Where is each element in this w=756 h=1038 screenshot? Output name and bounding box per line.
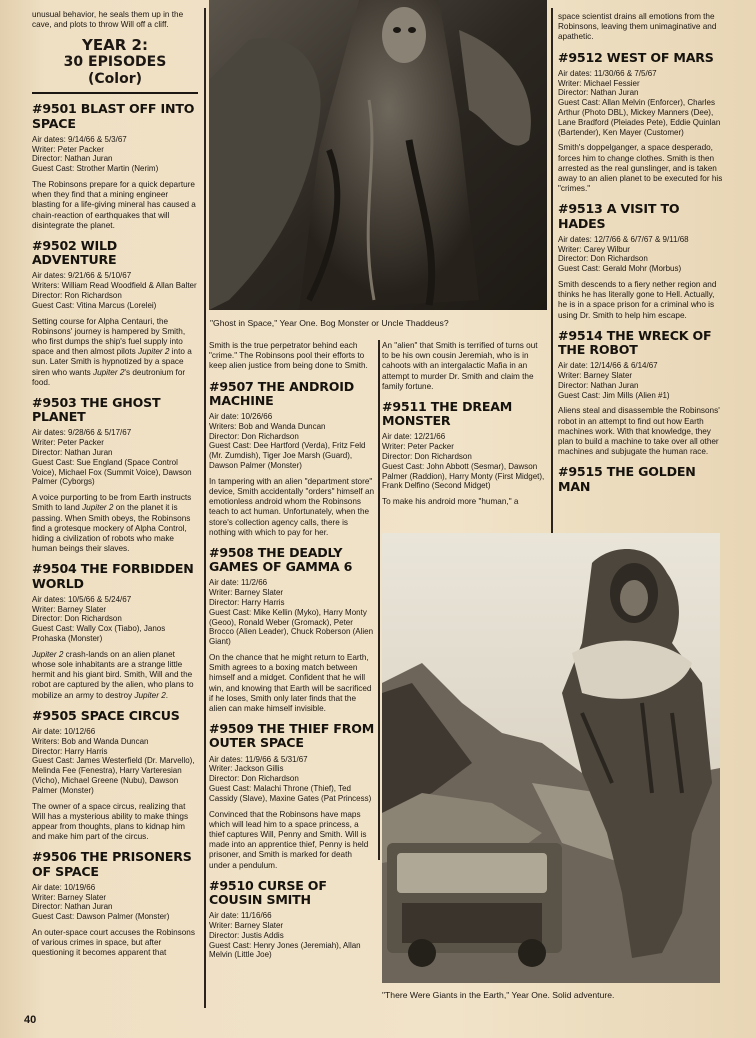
- air-date: Air date: 10/26/66: [209, 412, 273, 422]
- episode-credits: [209, 911, 375, 960]
- episode-title: #9511 THE DREAM MONSTER: [382, 399, 513, 429]
- year-episodes: 30 EPISODES: [63, 54, 167, 71]
- summary: Setting course for Alpha Centauri, the Robinsons' journey is hampered by Smith, who first dumps the ship's fuel supply into space and then almost pilots Jupiter 2 into a sun. Later Smith is hypnotized by a space siren who wants Jupiter 2's deutronium for food.: [32, 316, 192, 387]
- year-divider: [32, 92, 198, 94]
- director: Director: Nathan Juran: [32, 448, 113, 458]
- episode-title: #9508 THE DEADLY GAMES OF GAMMA 6: [209, 545, 353, 575]
- episode-credits: [382, 432, 546, 491]
- director: Director: Don Richardson: [209, 431, 299, 441]
- episode-9507: [209, 380, 375, 538]
- episode-title: #9510 CURSE OF COUSIN SMITH: [209, 877, 327, 908]
- air-date: Air dates: 9/14/66 & 5/3/67: [32, 134, 127, 144]
- director: Director: Nathan Juran: [558, 380, 639, 390]
- guest-cast: Guest Cast: Dee Hartford (Verda), Fritz Feld (Mr. Zumdish), Tiger Joe Marsh (Guard), Dawson Palmer (Monster): [209, 441, 366, 470]
- writer: Writer: Carey Wilbur: [558, 244, 630, 254]
- guest-cast: Guest Cast: Malachi Throne (Thief), Ted Cassidy (Slave), Maxine Gates (Pat Princess): [209, 784, 372, 803]
- year-heading: YEAR 2:: [82, 36, 148, 55]
- episode-title: #9502 WILD ADVENTURE: [32, 238, 118, 268]
- episode-9509: [209, 722, 375, 871]
- guest-cast: Guest Cast: Sue England (Space Control Voice), Michael Fox (Summit Voice), Dawson Palmer (Cyborgs): [32, 457, 192, 487]
- photo-bog-monster: [209, 0, 547, 310]
- writer: Writer: Barney Slater: [32, 892, 107, 902]
- air-date: Air dates: 9/21/66 & 5/10/67: [32, 271, 132, 281]
- guest-cast: Guest Cast: Henry Jones (Jeremiah), Allan Melvin (Little Joe): [209, 940, 361, 960]
- director: Director: Don Richardson: [382, 452, 472, 462]
- guest-cast: Guest Cast: Strother Martin (Nerim): [32, 164, 159, 174]
- writer: Writer: Barney Slater: [209, 588, 284, 598]
- guest-cast: Guest Cast: Wally Cox (Tiabo), Janos Prohaska (Monster): [32, 624, 166, 644]
- writer: Writer: Jackson Gillis: [209, 764, 284, 774]
- episode-9515: [558, 465, 724, 493]
- summary: In tampering with an alien "department store" device, Smith accidentally "orders" himself an emotionless android whom the Robinsons teach to act human. Unfortunately, when the store's collection agency calls, there is nothing with which to pay for her.: [209, 476, 375, 537]
- summary: Aliens steal and disassemble the Robinsons' robot in an attempt to find out how Earth machines work. With that knowledge, they plan to build a machine to take over all other machines and subjugate the human race.: [558, 406, 720, 457]
- episode-9512: [558, 51, 724, 195]
- summary: Smith descends to a fiery nether region and thinks he has literally gone to Hell. Actually, he is in a space prison for a criminal who is using Dr. Smith to help him escape.: [558, 280, 717, 320]
- writer: Writer: Barney Slater: [32, 604, 107, 614]
- episode-title: #9507 THE ANDROID MACHINE: [209, 378, 354, 408]
- air-date: Air dates: 12/7/66 & 6/7/67 & 9/11/68: [558, 234, 689, 244]
- episode-9506: [32, 850, 198, 958]
- column-3: [382, 341, 546, 526]
- episode-credits: [209, 755, 375, 804]
- giant-illustration: [382, 533, 720, 983]
- photo-giant: [382, 533, 720, 983]
- air-date: Air dates: 9/28/66 & 5/17/67: [32, 428, 132, 438]
- guest-cast: Guest Cast: Allan Melvin (Enforcer), Charles Arthur (Photo DBL), Mickey Manners (Dee), Lane Bradford (Pleiades Pete), Eddie Quinlan (Bartender), Ken Mayer (Customer): [558, 98, 721, 137]
- episode-title: #9505 SPACE CIRCUS: [32, 707, 180, 723]
- column-rule-2: [378, 340, 380, 860]
- writer: Writer: Barney Slater: [209, 921, 284, 931]
- episode-credits: [558, 235, 724, 274]
- writer: Writer: Peter Packer: [32, 144, 104, 154]
- continued-prisoners: Smith is the true perpetrator behind each "crime." The Robinsons pool their efforts to keep alien justice from being done to Smith.: [209, 341, 368, 371]
- summary: To make his android more "human," a: [382, 497, 519, 507]
- photo-caption-bottom: "There Were Giants in the Earth," Year One. Solid adventure.: [382, 990, 615, 1000]
- column-4: [558, 12, 724, 527]
- guest-cast: Guest Cast: James Westerfield (Dr. Marvello), Melinda Fee (Fenestra), Harry Varteresian (Vicho), Michael Greene (Nubu), Dawson Palmer (Monster): [32, 756, 195, 795]
- summary: Jupiter 2 crash-lands on an alien planet whose sole inhabitants are a strange little hermit and his giant bird. Smith, Will and the robot are captured by the alien, who plans to mobilize an army to destroy Jupiter 2.: [32, 649, 194, 700]
- episode-9508: [209, 546, 375, 714]
- episode-credits: [558, 69, 724, 138]
- episode-9513: [558, 202, 724, 320]
- column-1: [32, 10, 198, 1015]
- director: Director: Justis Addis: [209, 930, 284, 940]
- air-date: Air date: 10/19/66: [32, 882, 96, 892]
- continued-cousin: An "alien" that Smith is terrified of turns out to be his own cousin Jeremiah, who is in cahoots with an intergalactic Mafia in an attempt to murder Dr. Smith and claim the family fortune.: [382, 341, 538, 391]
- intro-text: unusual behavior, he seals them up in the cave, and plots to throw Will off a cliff.: [32, 10, 184, 30]
- episode-credits: [32, 428, 198, 487]
- air-date: Air date: 12/14/66 & 6/14/67: [558, 361, 658, 371]
- episode-credits: [558, 361, 724, 400]
- bog-monster-illustration: [209, 0, 547, 310]
- continued-dream: space scientist drains all emotions from the Robinsons, leaving them unimaginative and apathetic.: [558, 12, 717, 42]
- summary: On the chance that he might return to Earth, Smith agrees to a boxing match between himself and a midget. Confident that he will win, and knowing that Earth will be sacrificed if he loses, Smith only later finds that the alien can make himself invisible.: [209, 653, 372, 714]
- writer: Writer: Peter Packer: [32, 438, 104, 448]
- director: Director: Nathan Juran: [32, 154, 113, 164]
- air-date: Air date: 10/12/66: [32, 727, 96, 737]
- episode-title: #9514 THE WRECK OF THE ROBOT: [558, 327, 712, 358]
- episode-9504: [32, 562, 198, 700]
- column-rule-3: [551, 8, 553, 533]
- summary: The owner of a space circus, realizing that Will has a mysterious ability to make things appear from thoughts, plans to kidnap him and make him part of the circus.: [32, 801, 189, 842]
- guest-cast: Guest Cast: John Abbott (Sesmar), Dawson Palmer (Raddion), Harry Monty (First Midget), Frank Delfino (Second Midget): [382, 461, 545, 491]
- director: Director: Harry Harris: [209, 598, 285, 608]
- episode-credits: [32, 271, 198, 310]
- episode-credits: [32, 727, 198, 796]
- director: Director: Harry Harris: [32, 746, 108, 756]
- episode-credits: [209, 578, 375, 647]
- episode-title: #9513 A VISIT TO HADES: [558, 201, 680, 231]
- director: Director: Don Richardson: [558, 254, 648, 264]
- summary: Convinced that the Robinsons have maps which will lead him to a space princess, a thief captures Will, Penny and Smith. Will is made into an apprentice thief, Penny is held prisoner, and Smith is marked for death under a pendulum.: [209, 809, 369, 870]
- page-number: 40: [24, 1014, 37, 1026]
- air-date: Air dates: 11/9/66 & 5/31/67: [209, 754, 308, 764]
- summary: The Robinsons prepare for a quick departure when they find that a mining engineer blasting for a life-giving mineral has caused a chain-reaction of earthquakes that will disintegrate the planet.: [32, 180, 196, 230]
- air-date: Air date: 11/2/66: [209, 578, 268, 588]
- air-date: Air dates: 10/5/66 & 5/24/67: [32, 594, 132, 604]
- writer: Writers: William Read Woodfield & Allan Balter: [32, 281, 197, 291]
- episode-title: #9506 THE PRISONERS OF SPACE: [32, 849, 192, 879]
- writer: Writer: Michael Fessier: [558, 78, 640, 88]
- air-date: Air date: 11/16/66: [209, 911, 272, 921]
- episode-9514: [558, 329, 724, 458]
- air-date: Air date: 12/21/66: [382, 432, 446, 442]
- photo-caption-top: "Ghost in Space," Year One. Bog Monster or Uncle Thaddeus?: [210, 318, 449, 328]
- episode-title: #9501 BLAST OFF INTO SPACE: [32, 101, 195, 131]
- summary: An outer-space court accuses the Robinsons of various crimes in space, but after questioning it becomes apparent that: [32, 928, 195, 958]
- episode-9502: [32, 239, 198, 388]
- writer: Writer: Barney Slater: [558, 371, 633, 381]
- episode-9501: [32, 102, 198, 231]
- guest-cast: Guest Cast: Gerald Mohr (Morbus): [558, 264, 682, 274]
- column-rule-1: [204, 8, 206, 1008]
- director: Director: Nathan Juran: [558, 88, 639, 98]
- column-2: [209, 341, 375, 1013]
- episode-title: #9503 THE GHOST PLANET: [32, 395, 161, 425]
- director: Director: Ron Richardson: [32, 291, 122, 301]
- guest-cast: Guest Cast: Mike Kellin (Myko), Harry Monty (Geoo), Ronald Weber (Gromack), Peter Brocco (Alien Leader), Chuck Roberson (Alien Giant): [209, 607, 374, 647]
- director: Director: Don Richardson: [32, 614, 122, 624]
- writer: Writers: Bob and Wanda Duncan: [32, 736, 149, 746]
- episode-title: #9512 WEST OF MARS: [558, 49, 714, 65]
- guest-cast: Guest Cast: Dawson Palmer (Monster): [32, 912, 170, 922]
- episode-credits: [32, 135, 198, 174]
- air-date: Air dates: 11/30/66 & 7/5/67: [558, 68, 657, 78]
- director: Director: Don Richardson: [209, 774, 299, 784]
- guest-cast: Guest Cast: Vitina Marcus (Lorelei): [32, 300, 157, 310]
- episode-9510: [209, 879, 375, 960]
- episode-title: #9509 THE THIEF FROM OUTER SPACE: [209, 721, 375, 751]
- episode-9505: [32, 709, 198, 843]
- episode-title: #9504 THE FORBIDDEN WORLD: [32, 561, 194, 591]
- writer: Writer: Peter Packer: [382, 442, 454, 452]
- guest-cast: Guest Cast: Jim Mills (Alien #1): [558, 390, 670, 400]
- episode-credits: [32, 883, 198, 922]
- episode-9511: [382, 400, 546, 507]
- episode-credits: [209, 412, 375, 471]
- summary: Smith's doppelganger, a space desperado, forces him to change clothes. Smith is then arrested as the real gunslinger, and is taken away to an alien planet to be executed for his "crimes.": [558, 143, 723, 194]
- writer: Writers: Bob and Wanda Duncan: [209, 421, 326, 431]
- summary: A voice purporting to be from Earth instructs Smith to land Jupiter 2 on the planet it is passing. When Smith obeys, the Robinsons find a grotesque mockery of Alpha Control, hiding a civilization of robots who make human beings their slaves.: [32, 493, 192, 554]
- episode-title: #9515 THE GOLDEN MAN: [558, 464, 696, 494]
- director: Director: Nathan Juran: [32, 902, 113, 912]
- year-color: (Color): [87, 71, 142, 88]
- episode-credits: [32, 595, 198, 644]
- episode-9503: [32, 396, 198, 554]
